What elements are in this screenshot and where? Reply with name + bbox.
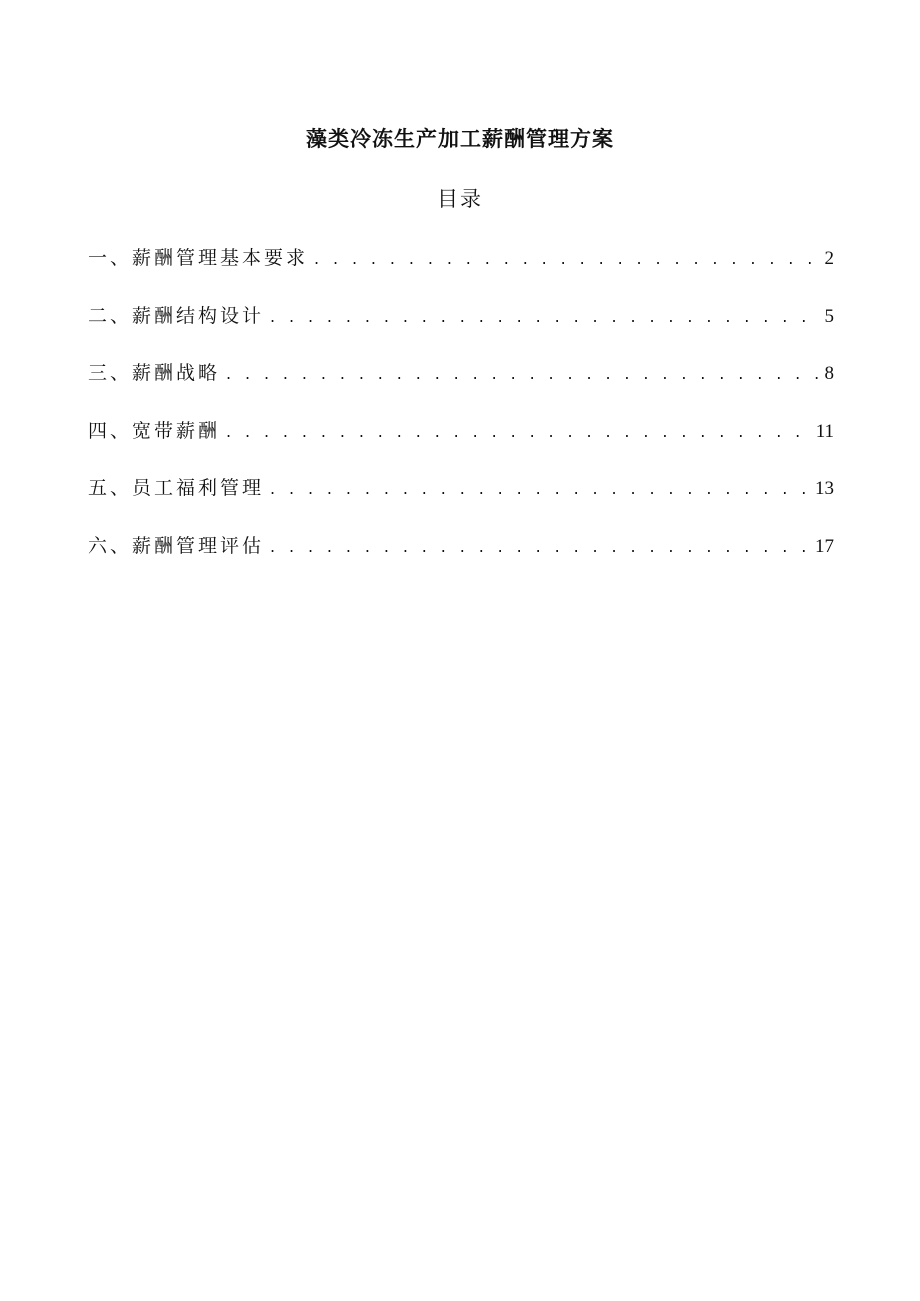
dot-leader (270, 533, 811, 561)
dot-leader (226, 360, 820, 388)
toc-entry-label: 二、薪酬结构设计 (88, 304, 265, 327)
toc-entry-label: 一、薪酬管理基本要求 (88, 247, 309, 269)
toc-entry-1[interactable] (88, 244, 834, 302)
toc-entry-page: 5 (824, 305, 834, 327)
dot-leader (270, 475, 811, 503)
toc-entry-page: 8 (824, 363, 834, 384)
document-title: 藻类冷冻生产加工薪酬管理方案 (306, 127, 614, 151)
toc-entry-label: 六、薪酬管理评估 (88, 534, 265, 557)
toc-entry-page: 2 (824, 248, 834, 269)
toc-entry-2[interactable] (88, 302, 834, 360)
toc-heading: 目录 (437, 187, 483, 211)
toc-entry-label: 三、薪酬战略 (88, 362, 221, 384)
toc-entry-4[interactable] (88, 417, 834, 475)
dot-leader (314, 245, 820, 273)
toc-entry-label: 四、宽带薪酬 (88, 419, 221, 442)
toc-entry-page: 13 (815, 478, 834, 499)
dot-leader (270, 303, 820, 331)
toc-entry-3[interactable] (88, 359, 834, 417)
dot-leader (226, 418, 812, 446)
toc-entry-5[interactable] (88, 474, 834, 532)
toc-entry-6[interactable] (88, 532, 834, 590)
table-of-contents (88, 244, 834, 589)
toc-entry-page: 17 (815, 535, 834, 557)
toc-entry-page: 11 (815, 420, 834, 442)
toc-entry-label: 五、员工福利管理 (88, 477, 265, 499)
